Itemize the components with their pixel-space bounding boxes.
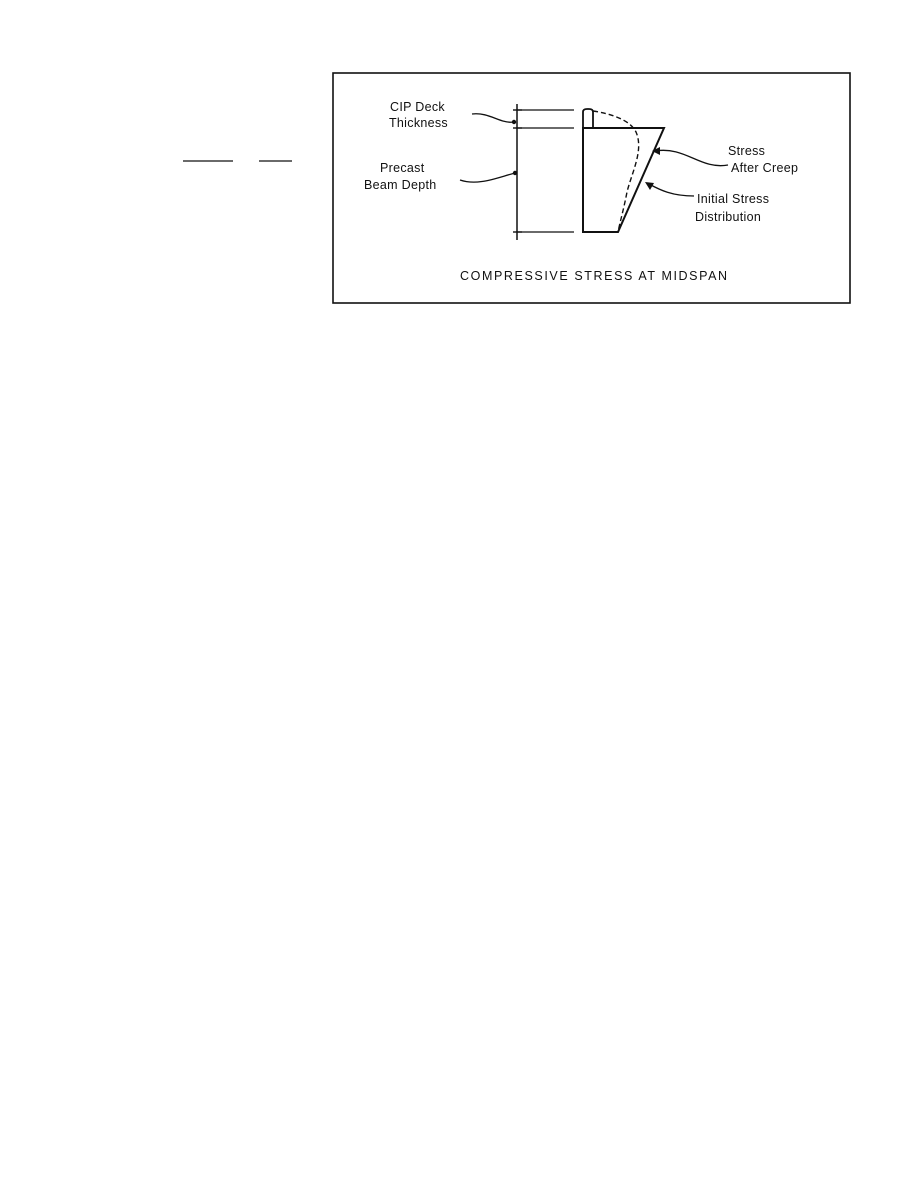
label-initial-stress-line2: Distribution: [695, 210, 762, 224]
figure-caption: COMPRESSIVE STRESS AT MIDSPAN: [460, 269, 729, 283]
label-stress-after-creep-line2: After Creep: [731, 161, 799, 175]
stress-after-creep-curve: [593, 111, 639, 232]
label-stress-after-creep-line1: Stress: [728, 144, 766, 158]
leader-dot-cip-deck: [512, 120, 516, 124]
leader-lines: [460, 114, 728, 196]
label-precast-line2: Beam Depth: [364, 178, 437, 192]
leader-precast-beam: [460, 173, 515, 182]
label-precast-line1: Precast: [380, 161, 425, 175]
leader-initial-stress: [649, 184, 694, 196]
label-cip-deck-line2: Thickness: [389, 116, 448, 130]
stress-diagram: [583, 109, 664, 232]
dimension-line: [513, 104, 574, 240]
leader-dot-precast-beam: [513, 171, 517, 175]
label-cip-deck-line1: CIP Deck: [390, 100, 445, 114]
deck-stress-block: [583, 109, 593, 128]
label-initial-stress-line1: Initial Stress: [697, 192, 770, 206]
initial-stress-distribution-shape: [583, 128, 664, 232]
leader-cip-deck: [472, 114, 514, 122]
leader-stress-after-creep: [655, 150, 728, 165]
